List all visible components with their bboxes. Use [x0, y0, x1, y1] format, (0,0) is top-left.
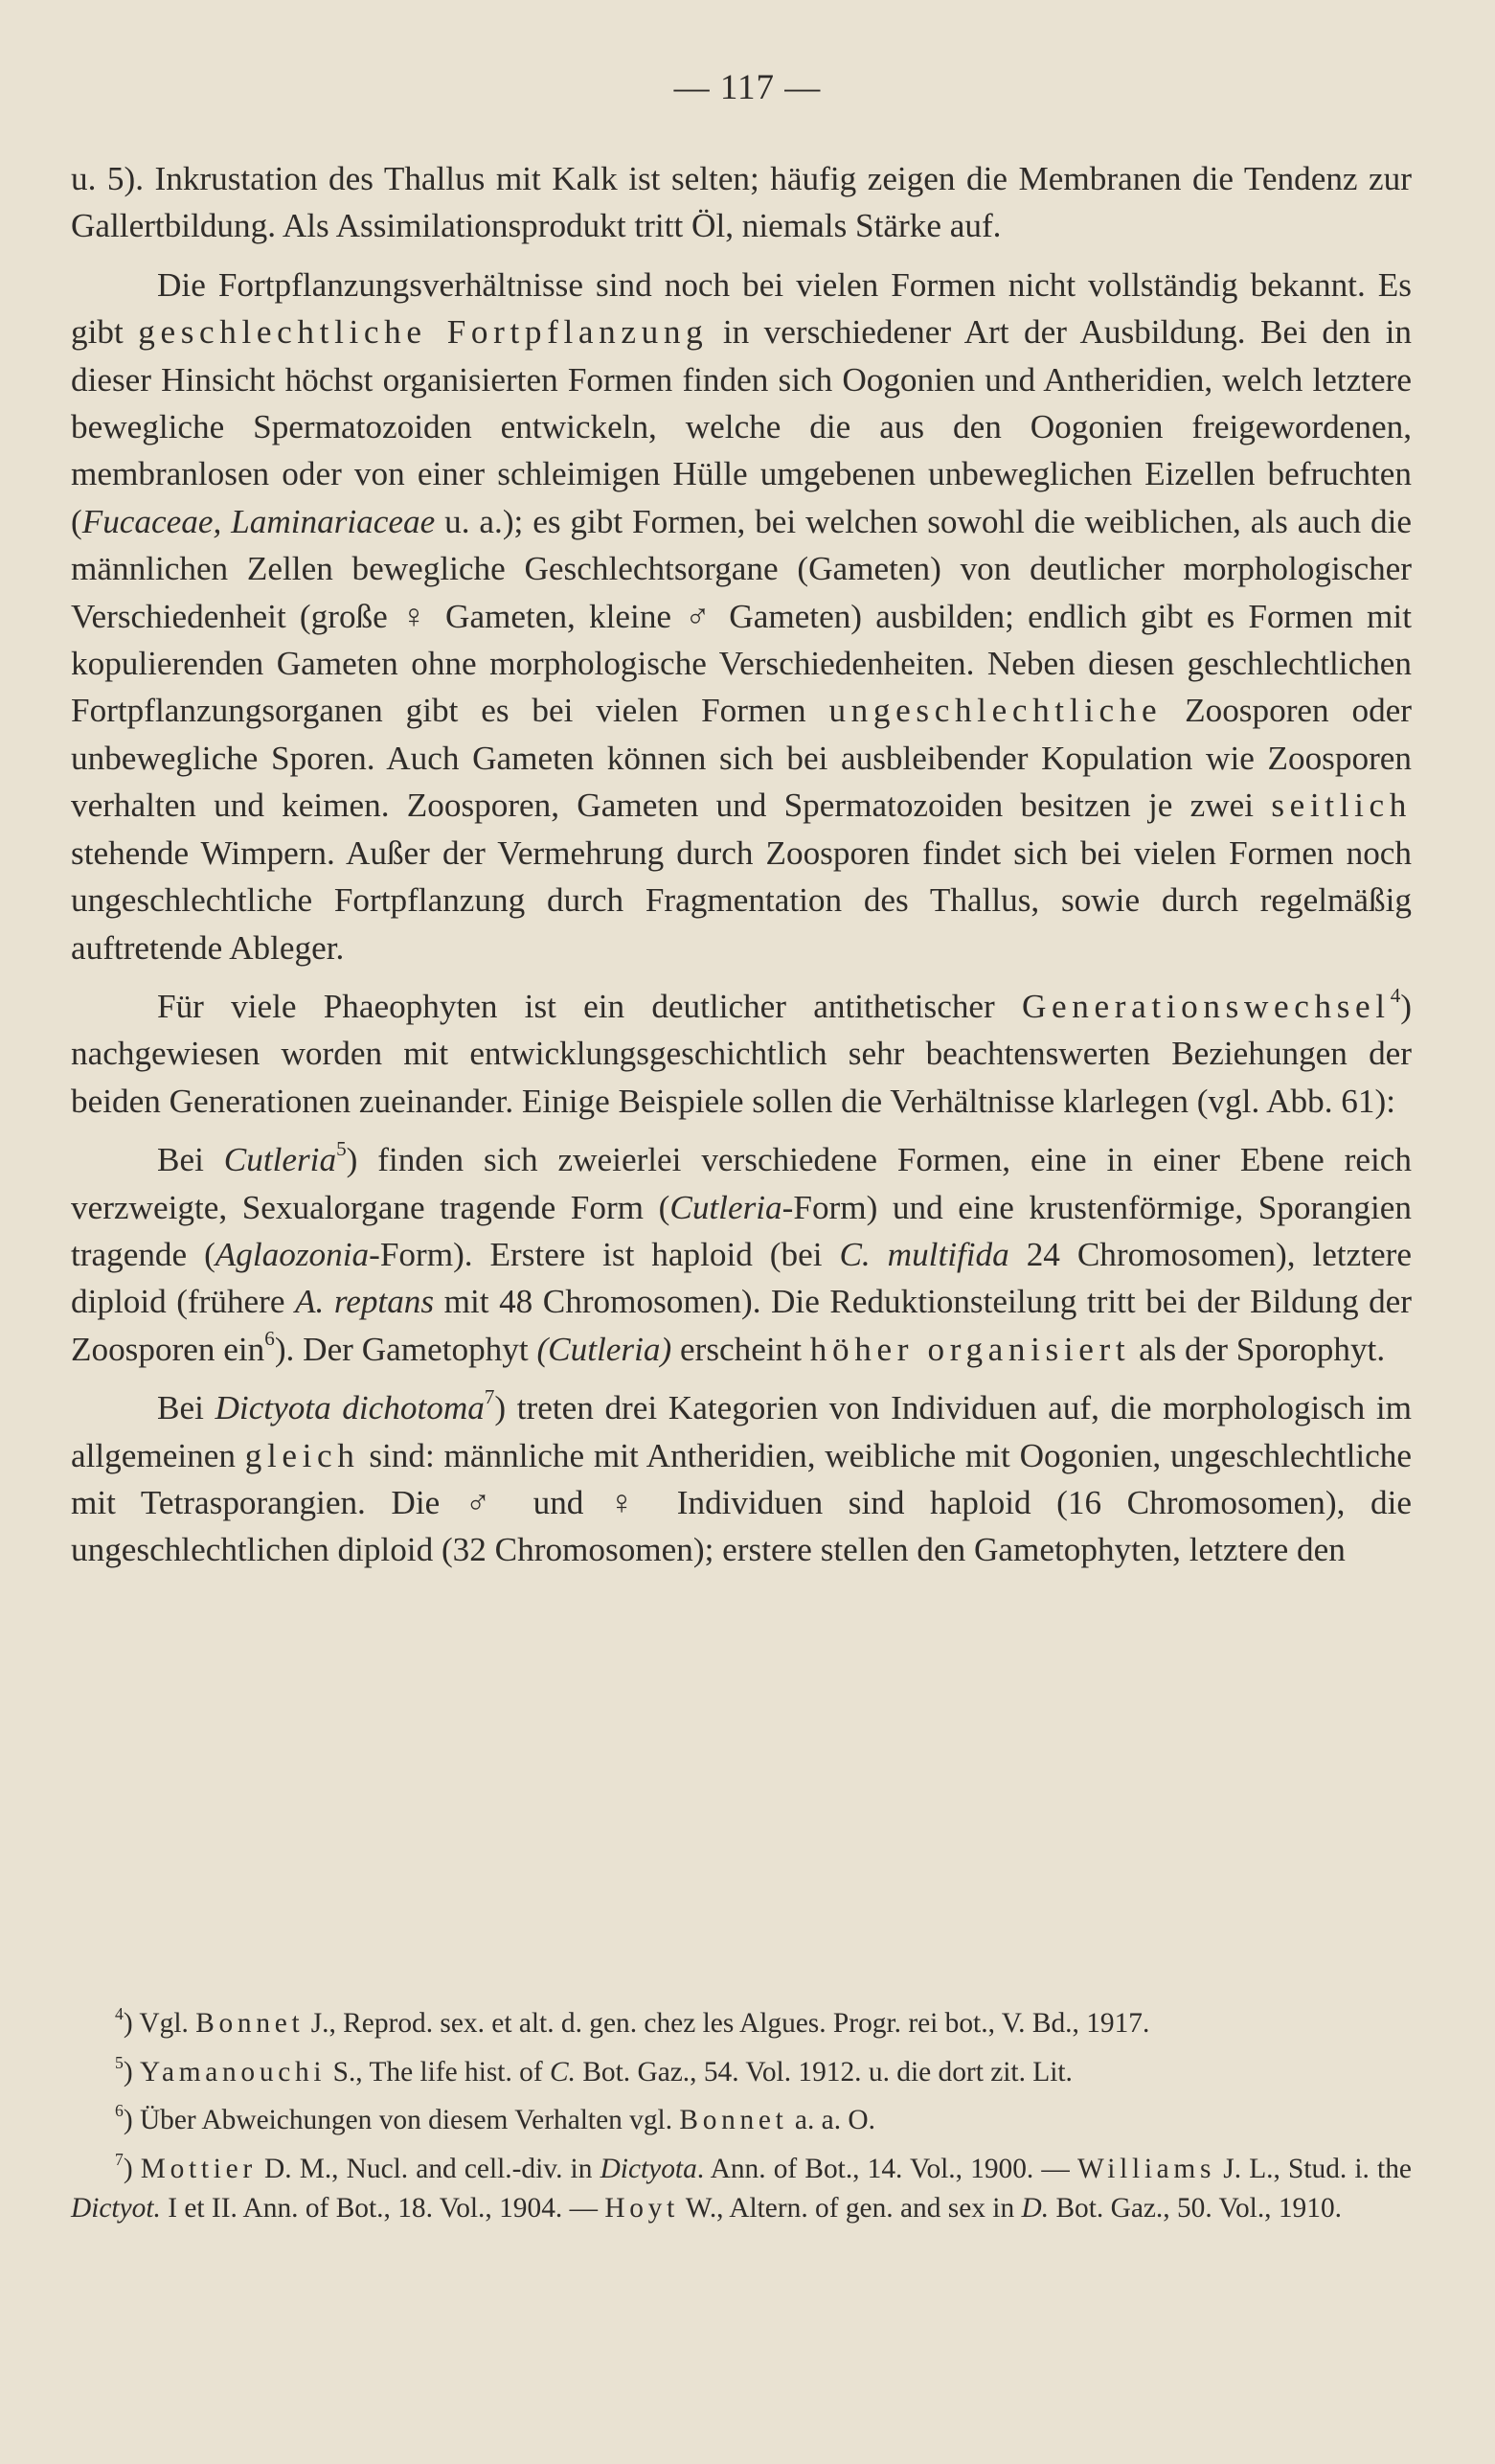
- spaced-term: Generationswechsel: [1022, 987, 1391, 1025]
- footnotes: [71, 2004, 1412, 2238]
- text-run: 24 Chromosomen), letztere diploid (frühere: [71, 1235, 1413, 1321]
- footnote-number: 6: [115, 2100, 124, 2120]
- text-run: . Ann. of Bot., 14. Vol., 1900. —: [696, 2153, 1070, 2184]
- spaced-term: seitlich: [1271, 787, 1412, 825]
- footnote-4: [71, 2004, 1412, 2044]
- italic-term: C. multifida: [839, 1235, 1009, 1273]
- text-run: ) treten drei Kategorien von Individuen auf, die morphologisch im allgemeinen: [71, 1389, 1413, 1474]
- text-run: erscheint: [679, 1330, 802, 1368]
- text-run: Für viele Phaeophyten ist ein deutlicher antithetischer: [157, 987, 995, 1025]
- footnote-number: 4: [115, 2003, 124, 2023]
- italic-term: Fucaceae, Laminariaceae: [81, 502, 436, 540]
- spaced-term: geschlechtliche Fortpflanzung: [138, 313, 709, 352]
- text-run: u. a.); es gibt Formen, bei welchen sowohl die weiblichen, als auch die männlichen Zellen bewegliche Geschlechtsorgane (Gameten) von deutlicher morphologischer Verschiedenheit (große ♀ Gameten, kleine ♂ Gameten) ausbilden; endlich gibt es Formen mit kopulierenden Gameten ohne morphologische Verschiedenheiten. Neben diesen geschlechtlichen Fortpflanzungsorganen gibt es bei vielen Formen: [71, 502, 1413, 730]
- text-run: ). Der Gametophyt: [274, 1330, 529, 1368]
- text-run: Zoosporen oder unbewegliche Sporen. Auch Gameten können sich bei ausbleibender Kopulation wie Zoosporen verhalten und keimen. Zoosporen, Gameten und Spermatozoiden besitzen je zwei: [71, 692, 1413, 825]
- italic-term: Dictyota: [600, 2153, 697, 2184]
- text-run: Bot. Gaz., 54. Vol. 1912. u. die dort zit. Lit.: [582, 2056, 1073, 2088]
- footnote-7: [71, 2150, 1412, 2229]
- spaced-term: ungeschlechtliche: [828, 692, 1163, 730]
- text-run: J. L., Stud. i. the: [1223, 2153, 1412, 2184]
- footnote-number: 7: [115, 2149, 124, 2169]
- footnote-number: 5: [115, 2052, 124, 2072]
- italic-term: C.: [550, 2056, 576, 2088]
- footnote-ref: 7: [484, 1385, 495, 1409]
- text-run: S., The life hist. of: [332, 2056, 543, 2088]
- text-run: mit 48 Chromosomen). Die Reduktionsteilung tritt bei der Bildung der Zoosporen ein: [71, 1283, 1412, 1368]
- text-run: Die Fortpflanzungsverhältnisse sind noch bei vielen Formen nicht vollständig bekannt. Es gibt: [71, 265, 1412, 352]
- footnote-ref: 5: [336, 1137, 347, 1161]
- text-run: Bei: [157, 1389, 204, 1427]
- italic-term: Dictyota dichotoma: [215, 1389, 485, 1427]
- paragraph-3: [71, 983, 1412, 1125]
- footnote-ref: 4: [1390, 984, 1401, 1008]
- text-run: stehende Wimpern. Außer der Vermehrung durch Zoosporen findet sich bei vielen Formen noch ungeschlechtliche Fortpflanzung durch Fragmentation des Thallus, sowie durch regelmäßig auftretende Ableger.: [71, 833, 1412, 967]
- body-text: [71, 155, 1412, 1574]
- italic-term: Dictyot.: [71, 2193, 161, 2224]
- author-name: Hoyt: [604, 2193, 679, 2224]
- text-run: J., Reprod. sex. et alt. d. gen. chez les Algues. Progr. rei bot., V. Bd., 1917.: [310, 2008, 1150, 2039]
- text-run: -Form). Erstere ist haploid (bei: [369, 1235, 823, 1273]
- author-name: Williams: [1076, 2153, 1216, 2184]
- paragraph-1: u. 5). Inkrustation des Thallus mit Kalk ist selten; häufig zeigen die Membranen die Tendenz zur Gallertbildung. Als Assimilationsprodukt tritt Öl, niemals Stärke auf.: [71, 160, 1412, 245]
- paragraph-2: [71, 262, 1412, 971]
- italic-term: (Cutleria): [536, 1330, 672, 1368]
- author-name: Yamanouchi: [139, 2056, 327, 2088]
- italic-term: Aglaozonia: [215, 1235, 370, 1273]
- text-run: ) Vgl.: [123, 2008, 189, 2039]
- text-run: Bei: [157, 1141, 204, 1179]
- text-run: ) finden sich zweierlei verschiedene Formen, eine in einer Ebene reich verzweigte, Sexualorgane tragende Form (: [71, 1141, 1412, 1226]
- italic-term: Cutleria: [223, 1141, 337, 1179]
- text-run: ) nachgewiesen worden mit entwicklungsgeschichtlich sehr beachtenswerten Beziehungen der beiden Generationen zueinander. Einige Beispiele sollen die Verhältnisse klarlegen (vgl. Abb. 61):: [71, 987, 1412, 1120]
- italic-term: A. reptans: [295, 1283, 435, 1321]
- footnote-6: [71, 2101, 1412, 2141]
- text-run: als der Sporophyt.: [1139, 1330, 1386, 1368]
- text-run: -Form) und eine krustenförmige, Sporangien tragende (: [71, 1188, 1412, 1273]
- italic-term: D.: [1021, 2193, 1050, 2224]
- text-run: ): [123, 2056, 133, 2088]
- spaced-term: höher organisiert: [809, 1330, 1131, 1368]
- author-name: Mottier: [140, 2153, 257, 2184]
- paragraph-4: [71, 1136, 1412, 1373]
- author-name: Bonnet: [195, 2008, 305, 2039]
- paragraph-5: [71, 1384, 1412, 1574]
- text-run: in verschiedener Art der Ausbildung. Bei den in dieser Hinsicht höchst organisierten Formen finden sich Oogonien und Antheridien, welch letztere bewegliche Spermatozoiden entwickeln, welche die aus den Oogonien freigewordenen, membranlosen oder von einer schleimigen Hülle umgebenen unbeweglichen Eizellen befruchten (: [71, 313, 1413, 540]
- footnote-5: [71, 2053, 1412, 2093]
- page-number: — 117 —: [673, 68, 822, 107]
- text-run: a. a. O.: [794, 2105, 875, 2136]
- author-name: Bonnet: [679, 2105, 788, 2136]
- text-run: sind: männliche mit Antheridien, weibliche mit Oogonien, ungeschlechtliche mit Tetrasporangien. Die ♂ und ♀ Individuen sind haploid (16 Chromosomen), die ungeschlechtlichen diploid (32 Chromosomen); erstere stellen den Gametophyten, letztere den: [71, 1436, 1413, 1569]
- italic-term: Cutleria: [669, 1188, 782, 1226]
- text-run: W., Altern. of gen. and sex in: [685, 2193, 1015, 2224]
- spaced-term: gleich: [244, 1436, 360, 1474]
- text-run: ): [123, 2153, 133, 2184]
- text-run: I et II. Ann. of Bot., 18. Vol., 1904. —: [168, 2193, 598, 2224]
- text-run: D. M., Nucl. and cell.-div. in: [263, 2153, 593, 2184]
- text-run: ) Über Abweichungen von diesem Verhalten vgl.: [123, 2105, 673, 2136]
- text-run: Bot. Gaz., 50. Vol., 1910.: [1055, 2193, 1342, 2224]
- footnote-ref: 6: [264, 1326, 275, 1350]
